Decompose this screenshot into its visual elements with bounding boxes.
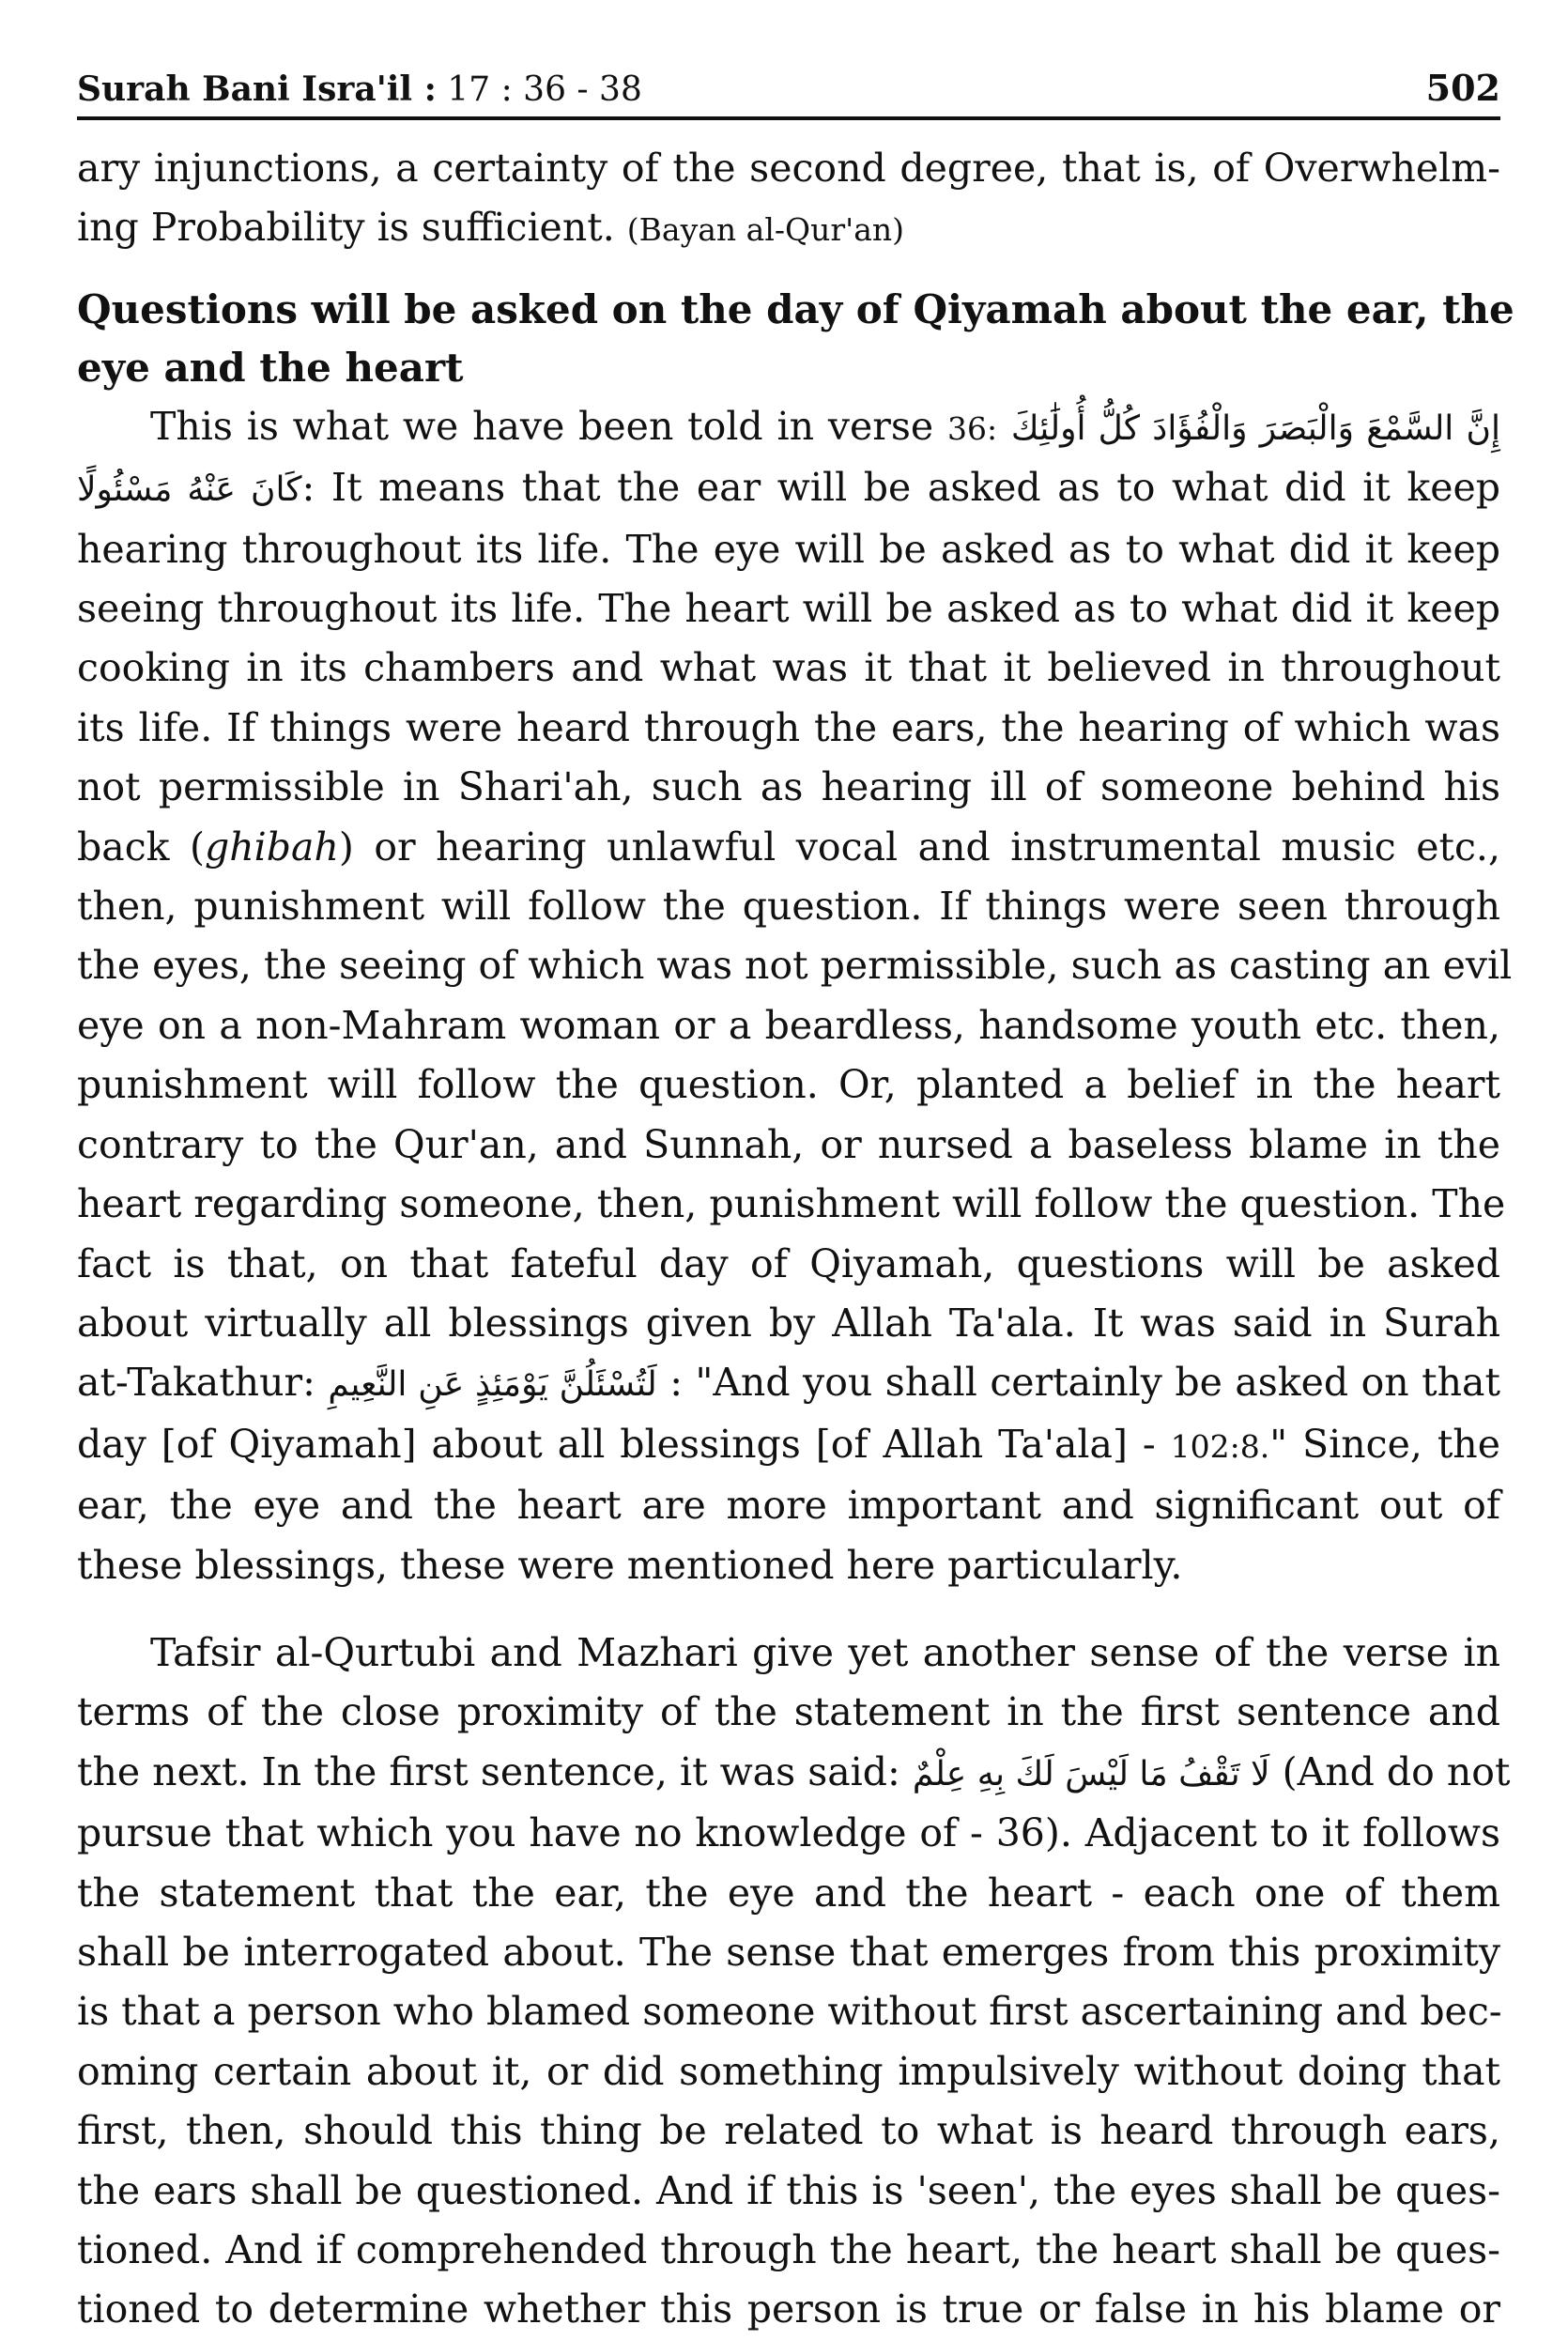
- arabic-verse: لَتُسْئَلُنَّ يَوْمَئِذٍ عَنِ النَّعِيمِ: [328, 1365, 657, 1405]
- text-line: about virtually all blessings given by Allah Ta'ala. It was said in Surah: [77, 1300, 1500, 1346]
- text-line: contrary to the Qur'an, and Sunnah, or nursed a baseless blame in the: [77, 1121, 1500, 1167]
- arabic-verse: إِنَّ السَّمْعَ وَالْبَصَرَ وَالْفُؤَادَ كُلُّ أُولَٰئِكَ: [1010, 408, 1500, 448]
- text-line: these blessings, these were mentioned here particularly.: [77, 1542, 1183, 1588]
- heading-line: Questions will be asked on the day of Qiyamah about the ear, the: [77, 285, 1514, 332]
- text-line: eye on a non-Mahram woman or a beardless, handsome youth etc. then,: [77, 1002, 1500, 1048]
- arabic-verse: لَا تَقْفُ مَا لَيْسَ لَكَ بِهِ عِلْمٌ: [912, 1754, 1270, 1793]
- text-line: [77, 397, 1500, 458]
- text-line: heart regarding someone, then, punishment will follow the question. The: [77, 1181, 1506, 1227]
- text-span: back (: [77, 824, 205, 870]
- text-span: This is what we have been told in verse: [150, 403, 934, 449]
- text-line: tioned. And if comprehended through the heart, the heart shall be ques-: [77, 2227, 1500, 2272]
- text-line: cooking in its chambers and what was it that it believed in throughout: [77, 645, 1500, 691]
- text-line: then, punishment will follow the question. If things were seen through: [77, 884, 1500, 930]
- text-span: the next. In the first sentence, it was said:: [77, 1748, 900, 1794]
- text-line: shall be interrogated about. The sense that emerges from this proximity: [77, 1929, 1500, 1975]
- verse-reference: 102:8.: [1170, 1427, 1270, 1465]
- text-span: day [of Qiyamah] about all blessings [of Allah Ta'ala] -: [77, 1421, 1156, 1467]
- text-span: : It means that the ear will be asked as to what did it keep: [301, 465, 1500, 511]
- text-line: its life. If things were heard through the ears, the hearing of which was: [77, 704, 1500, 750]
- paragraph-2: [77, 397, 1513, 1595]
- text-line: [77, 1353, 1500, 1414]
- text-span: ) or hearing unlawful vocal and instrumental music etc.,: [338, 824, 1501, 870]
- paragraph-1: [77, 139, 1500, 260]
- text-line: terms of the close proximity of the statement in the first sentence and: [77, 1689, 1500, 1735]
- text-span: : "And you shall certainly be asked on that: [669, 1360, 1500, 1406]
- verse-number: 36:: [946, 409, 998, 447]
- text-line: [77, 198, 1500, 259]
- text-line: the ears shall be questioned. And if this is 'seen', the eyes shall be ques-: [77, 2167, 1500, 2213]
- verse-range: 17 : 36 - 38: [436, 70, 642, 109]
- text-line: ary injunctions, a certainty of the second degree, that is, of Overwhelm-: [77, 146, 1500, 191]
- section-heading: [77, 281, 1514, 397]
- paragraph-3: [77, 1624, 1511, 2340]
- source-citation: (Bayan al-Qur'an): [626, 211, 904, 249]
- heading-line: eye and the heart: [77, 344, 464, 391]
- page-header: [77, 41, 1500, 120]
- page-body: [77, 139, 1514, 2340]
- running-title: [77, 69, 642, 109]
- text-line: ear, the eye and the heart are more important and significant out of: [77, 1483, 1500, 1529]
- text-line: [77, 1415, 1500, 1476]
- text-line: punishment will follow the question. Or, planted a belief in the heart: [77, 1062, 1500, 1108]
- text-line: first, then, should this thing be related to what is heard through ears,: [77, 2108, 1500, 2154]
- text-line: hearing throughout its life. The eye will be asked as to what did it keep: [77, 526, 1500, 572]
- text-line: not permissible in Shari'ah, such as hearing ill of someone behind his: [77, 764, 1500, 810]
- text-line: [77, 818, 1500, 877]
- text-line: is that a person who blamed someone without first ascertaining and bec-: [77, 1989, 1502, 2035]
- surah-name: Surah Bani Isra'il :: [77, 69, 437, 109]
- page-number: 502: [1425, 67, 1500, 109]
- text-line: seeing throughout its life. The heart will be asked as to what did it keep: [77, 586, 1500, 632]
- text-span: ing Probability is sufficient.: [77, 205, 615, 251]
- text-line: the statement that the ear, the eye and the heart - each one of them: [77, 1870, 1500, 1916]
- text-line: pursue that which you have no knowledge of - 36). Adjacent to it follows: [77, 1810, 1500, 1856]
- text-span: " Since, the: [1269, 1421, 1500, 1467]
- italic-term: ghibah: [205, 824, 339, 870]
- text-line: tioned to determine whether this person is true or false in his blame or: [77, 2286, 1500, 2332]
- text-line: [77, 1743, 1511, 1804]
- arabic-verse: كَانَ عَنْهُ مَسْئُولًا: [77, 470, 302, 510]
- text-line: fact is that, on that fateful day of Qiyamah, questions will be asked: [77, 1240, 1500, 1286]
- text-line: [77, 458, 1500, 519]
- text-span: at-Takathur:: [77, 1360, 315, 1406]
- text-line: Tafsir al-Qurtubi and Mazhari give yet another sense of the verse in: [150, 1629, 1500, 1675]
- text-line: oming certain about it, or did something impulsively without doing that: [77, 2048, 1500, 2094]
- text-line: the eyes, the seeing of which was not permissible, such as casting an evil: [77, 943, 1513, 989]
- text-span: (And do not: [1282, 1748, 1511, 1794]
